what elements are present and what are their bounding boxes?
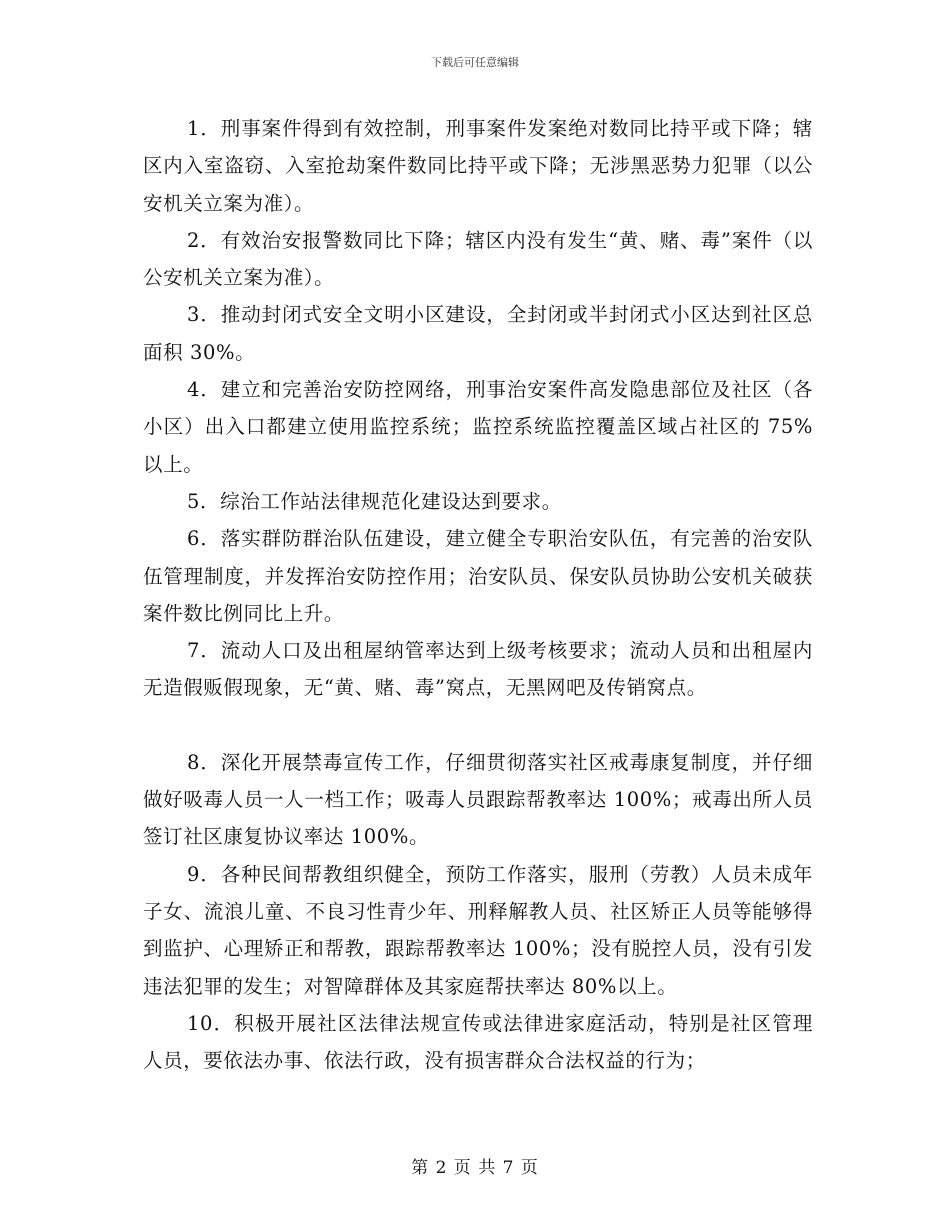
- paragraph-item-3: 3．推动封闭式安全文明小区建设，全封闭或半封闭式小区达到社区总面积 30%。: [143, 303, 813, 364]
- paragraph-item-8: 8．深化开展禁毒宣传工作，仔细贯彻落实社区戒毒康复制度，并仔细做好吸毒人员一人一档工作；吸毒人员跟踪帮教率达 100%；戒毒出所人员签订社区康复协议率达 100%。: [143, 750, 813, 849]
- paragraph-item-4: 4．建立和完善治安防控网络，刑事治安案件高发隐患部位及社区（各小区）出入口都建立使用监控系统；监控系统监控覆盖区域占社区的 75%以上。: [143, 378, 813, 476]
- paragraph-item-2: 2．有效治安报警数同比下降；辖区内没有发生“黄、赌、毒”案件（以公安机关立案为准）。: [143, 228, 813, 290]
- paragraph-item-6: 6．落实群防群治队伍建设，建立健全专职治安队伍，有完善的治安队伍管理制度，并发挥治安防控作用；治安队员、保安队员协助公安机关破获案件数比例同比上升。: [143, 527, 813, 625]
- paragraph-item-7: 7．流动人口及出租屋纳管率达到上级考核要求；流动人员和出租屋内无造假贩假现象，无“黄、赌、毒”窝点，无黑网吧及传销窝点。: [143, 639, 813, 700]
- page-header-note: 下载后可任意编辑: [431, 56, 519, 69]
- page-number-footer: 第 2 页 共 7 页: [411, 1158, 539, 1178]
- paragraph-item-5: 5．综治工作站法律规范化建设达到要求。: [187, 489, 562, 513]
- paragraph-item-1: 1．刑事案件得到有效控制，刑事案件发案绝对数同比持平或下降；辖区内入室盗窃、入室抢劫案件数同比持平或下降；无涉黑恶势力犯罪（以公安机关立案为准）。: [143, 117, 813, 215]
- document-body: [143, 110, 813, 1079]
- paragraph-item-9: 9．各种民间帮教组织健全，预防工作落实，服刑（劳教）人员未成年子女、流浪儿童、不良习性青少年、刑释解教人员、社区矫正人员等能够得到监护、心理矫正和帮教，跟踪帮教率达 100%；没有脱控人员，没有引发违法犯罪的发生；对智障群体及其家庭帮扶率达 80%以上。: [143, 862, 813, 998]
- paragraph-item-10: 10．积极开展社区法律法规宣传或法律进家庭活动，特别是社区管理人员，要依法办事、依法行政，没有损害群众合法权益的行为；: [143, 1011, 813, 1073]
